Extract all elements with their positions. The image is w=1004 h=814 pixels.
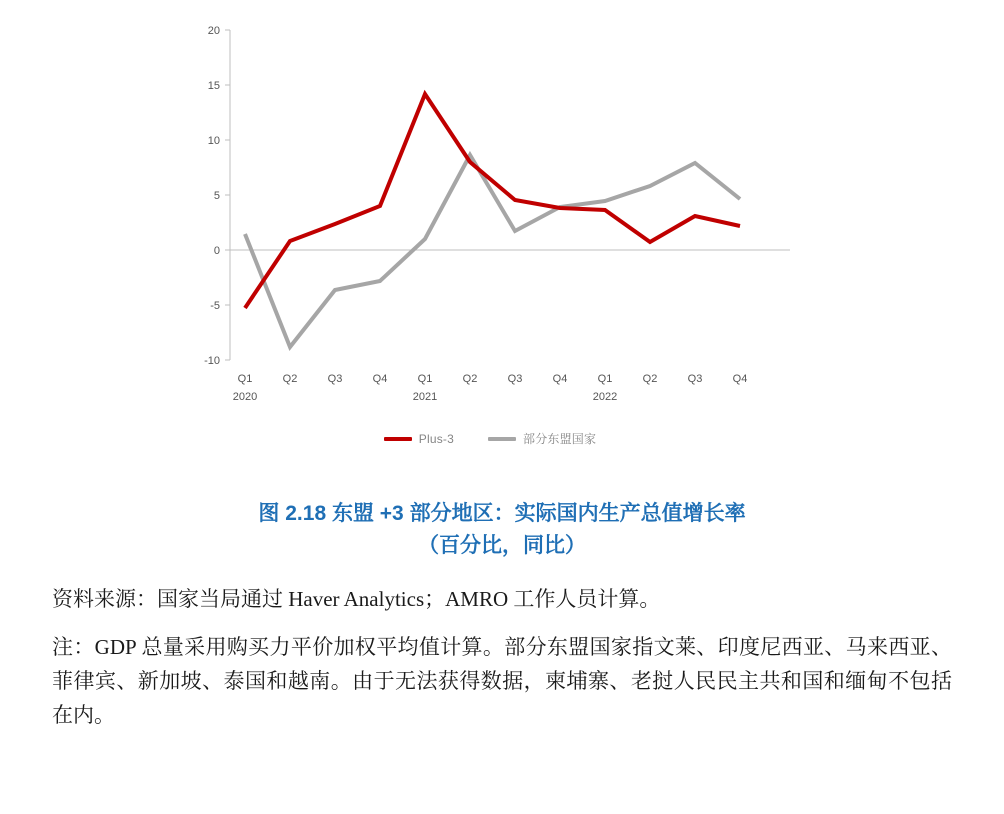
x-year-2022: 2022 xyxy=(592,391,618,403)
x-year-labels xyxy=(233,391,617,403)
x-tick-5: Q2 xyxy=(462,373,478,385)
figure-note: 注：GDP 总量采用购买力平价加权平均值计算。部分东盟国家指文莱、印度尼西亚、马来西亚、菲律宾、新加坡、泰国和越南。由于无法获得数据，柬埔寨、老挝人民民主共和国和缅甸不包括在内。 xyxy=(52,635,952,727)
legend-label-plus3: Plus-3 xyxy=(418,431,454,446)
series-line-plus3 xyxy=(245,94,740,308)
x-tick-10: Q3 xyxy=(687,373,703,385)
legend-swatch-plus3 xyxy=(384,437,412,441)
legend-swatch-asean xyxy=(488,437,516,441)
x-tick-4: Q1 xyxy=(417,373,433,385)
x-tick-11: Q4 xyxy=(732,373,748,385)
figure-caption xyxy=(0,498,1004,562)
legend-item-plus3 xyxy=(384,432,454,446)
y-tick-20: 20 xyxy=(207,25,220,37)
x-tick-6: Q3 xyxy=(507,373,523,385)
chart-legend xyxy=(150,430,830,447)
x-tick-2: Q3 xyxy=(327,373,343,385)
figure-caption-line2: （百分比，同比） xyxy=(418,534,586,557)
legend-label-asean: 部分东盟国家 xyxy=(523,432,597,446)
y-tick-neg5: -5 xyxy=(210,300,220,312)
y-tick-10: 10 xyxy=(207,135,220,147)
x-tick-9: Q2 xyxy=(642,373,658,385)
x-tick-3: Q4 xyxy=(372,373,388,385)
x-tick-0: Q1 xyxy=(237,373,253,385)
x-year-2020: 2020 xyxy=(232,391,258,403)
chart-svg xyxy=(150,10,830,430)
gdp-growth-chart xyxy=(150,10,830,460)
x-tick-7: Q4 xyxy=(552,373,568,385)
x-year-2021: 2021 xyxy=(412,391,438,403)
y-tick-5: 5 xyxy=(213,190,220,202)
x-tick-labels xyxy=(238,373,748,385)
y-tick-15: 15 xyxy=(207,80,220,92)
x-tick-8: Q1 xyxy=(597,373,613,385)
legend-item-asean xyxy=(488,430,596,447)
y-tick-neg10: -10 xyxy=(204,355,220,367)
y-tick-0: 0 xyxy=(213,245,220,257)
figure-notes xyxy=(52,582,952,742)
series-line-asean xyxy=(245,155,740,347)
y-tick-labels xyxy=(204,25,230,367)
figure-caption-line1: 图 2.18 东盟 +3 部分地区：实际国内生产总值增长率 xyxy=(258,502,746,525)
figure-source: 资料来源：国家当局通过 Haver Analytics；AMRO 工作人员计算。 xyxy=(52,587,661,611)
x-tick-1: Q2 xyxy=(282,373,298,385)
